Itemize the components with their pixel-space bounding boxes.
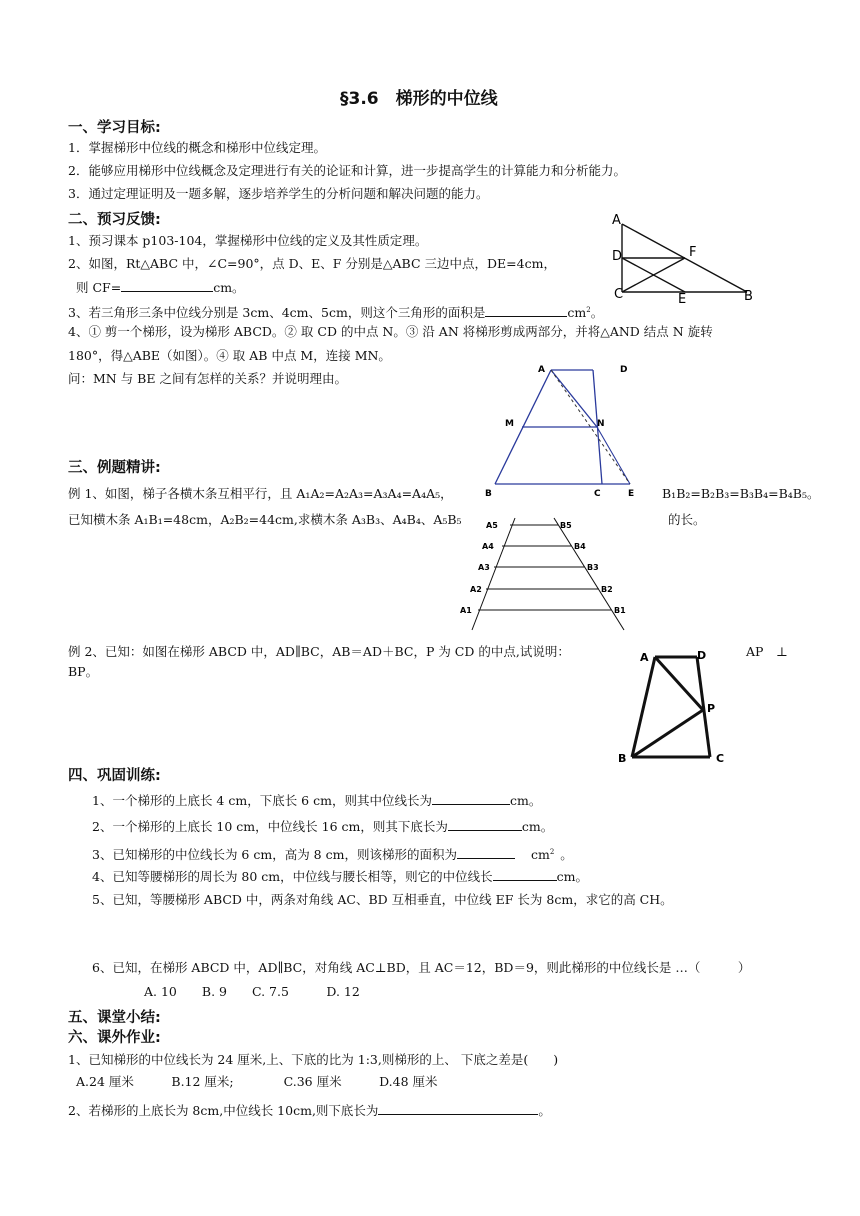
answer-blank: [448, 818, 522, 831]
h2-end: 。: [538, 1103, 551, 1118]
example-1-line-b-right: 的长。: [668, 512, 706, 527]
area-unit-sup: 2: [586, 306, 591, 314]
page-title: §3.6 梯形的中位线: [340, 89, 498, 109]
label-b: B: [618, 752, 627, 765]
label-c: C: [594, 489, 601, 499]
cf-label: 则 CF=: [76, 280, 122, 295]
label-e: E: [678, 292, 687, 307]
practice-q4: [92, 868, 588, 885]
label-a5: A5: [486, 521, 498, 530]
answer-blank: [121, 279, 213, 292]
figure-trapezoid-rotation: [480, 360, 650, 500]
label-e: E: [628, 489, 635, 499]
q4-text: 4、已知等腰梯形的周长为 80 cm，中位线与腰长相等，则它的中位线长: [92, 869, 493, 884]
q3-end: 。: [560, 847, 573, 863]
area-question: 3、若三角形三条中位线分别是 3cm、4cm、5cm，则这个三角形的面积是: [68, 305, 486, 321]
preview-line-2b: [76, 279, 245, 296]
homework-q2: [68, 1102, 551, 1119]
label-d: D: [697, 649, 707, 662]
example-2-line-a: 例 2、已知：如图在梯形 ABCD 中，AD∥BC，AB＝AD＋BC，P 为 CD 的中点,试说明：: [68, 644, 570, 659]
area-end: 。: [590, 305, 604, 321]
practice-q1: [92, 792, 541, 809]
answer-blank: [485, 304, 567, 317]
goal-line-1: 1．掌握梯形中位线的概念和梯形中位线定理。: [68, 140, 326, 155]
section-heading-examples: 三、例题精讲:: [68, 460, 161, 476]
goal-line-3: 3．通过定理证明及一题多解，逐步培养学生的分析问题和解决问题的能力。: [68, 186, 489, 201]
homework-q1-options: A.24 厘米 B.12 厘米; C.36 厘米 D.48 厘米: [76, 1074, 438, 1089]
label-c: C: [716, 752, 725, 765]
section-heading-practice: 四、巩固训练:: [68, 768, 161, 784]
q2-unit: cm。: [521, 819, 554, 834]
preview-line-4a: 4、① 剪一个梯形，设为梯形 ABCD。② 取 CD 的中点 N。③ 沿 AN 将梯形剪成两部分，并将△AND 结点 N 旋转: [68, 324, 713, 339]
label-b4: B4: [574, 542, 586, 551]
practice-q3: [92, 844, 573, 863]
preview-line-4c: 问：MN 与 BE 之间有怎样的关系？并说明理由。: [68, 371, 347, 386]
cf-unit: cm。: [213, 280, 245, 295]
answer-blank: [432, 792, 510, 805]
example-2-line-b: BP。: [68, 664, 99, 679]
q1-text: 1、一个梯形的上底长 4 cm，下底长 6 cm，则其中位线长为: [92, 793, 432, 808]
label-b5: B5: [560, 521, 572, 530]
label-b1: B1: [614, 606, 626, 615]
label-d: D: [620, 365, 628, 375]
label-b: B: [744, 289, 753, 304]
example-2-line-a-right: AP ⊥: [746, 644, 788, 659]
practice-q2: [92, 818, 553, 835]
example-1-line-a-right: B₁B₂=B₂B₃=B₃B₄=B₄B₅。: [662, 486, 820, 501]
q1-unit: cm。: [509, 793, 542, 808]
q3-text: 3、已知梯形的中位线长为 6 cm，高为 8 cm，则该梯形的面积为: [92, 847, 457, 863]
label-m: M: [505, 419, 514, 429]
q3-unit: cm: [530, 847, 550, 863]
section-heading-goals: 一、学习目标:: [68, 120, 161, 136]
practice-q6: 6、已知，在梯形 ABCD 中，AD∥BC，对角线 AC⊥BD，且 AC＝12，BD＝9，则此梯形的中位线长是 …（ ）: [92, 960, 751, 975]
section-heading-summary: 五、课堂小结:: [68, 1010, 161, 1026]
label-f: F: [689, 245, 697, 260]
goal-line-2: 2．能够应用梯形中位线概念及定理进行有关的论证和计算，进一步提高学生的计算能力和分析能力。: [68, 163, 626, 178]
example-1-line-a: 例 1、如图，梯子各横木条互相平行，且 A₁A₂=A₂A₃=A₃A₄=A₄A₅，: [68, 486, 453, 501]
label-a1: A1: [460, 606, 472, 615]
section-heading-preview: 二、预习反馈:: [68, 212, 161, 228]
example-1-line-b: 已知横木条 A₁B₁=48cm，A₂B₂=44cm,求横木条 A₃B₃、A₄B₄、A₅B₅: [68, 512, 462, 527]
q2-text: 2、一个梯形的上底长 10 cm，中位线长 16 cm，则其下底长为: [92, 819, 448, 834]
label-a: A: [640, 651, 649, 664]
answer-blank: [457, 846, 515, 859]
area-unit: cm: [567, 305, 587, 321]
label-a: A: [612, 213, 621, 228]
homework-q1: 1、已知梯形的中位线长为 24 厘米,上、下底的比为 1:3,则梯形的上、 下底之差是( ): [68, 1052, 559, 1067]
practice-q5: 5、已知，等腰梯形 ABCD 中，两条对角线 AC、BD 互相垂直，中位线 EF 长为 8cm，求它的高 CH。: [92, 892, 673, 907]
figure-ladder: [452, 512, 632, 632]
label-p: P: [707, 702, 716, 715]
label-d: D: [612, 249, 623, 264]
h2-text: 2、若梯形的上底长为 8cm,中位线长 10cm,则下底长为: [68, 1103, 379, 1118]
label-b2: B2: [601, 585, 613, 594]
label-a3: A3: [478, 563, 490, 572]
preview-line-1: 1、预习课本 p103-104，掌握梯形中位线的定义及其性质定理。: [68, 233, 428, 248]
label-b: B: [485, 489, 492, 499]
practice-q6-options: A. 10 B. 9 C. 7.5 D. 12: [144, 984, 360, 999]
answer-blank: [378, 1102, 538, 1115]
q3-unit-sup: 2: [549, 848, 555, 856]
label-n: N: [597, 419, 605, 429]
preview-line-4b: 180°，得△ABE（如图）。④ 取 AB 中点 M，连接 MN。: [68, 348, 391, 363]
figure-right-triangle: [605, 210, 785, 310]
label-a2: A2: [470, 585, 482, 594]
figure-trapezoid-ap-bp: [612, 640, 742, 770]
label-a: A: [538, 365, 545, 375]
label-a4: A4: [482, 542, 494, 551]
answer-blank: [493, 868, 557, 881]
section-heading-homework: 六、课外作业:: [68, 1030, 161, 1046]
label-b3: B3: [587, 563, 599, 572]
label-c: C: [614, 287, 624, 302]
preview-line-3: [68, 302, 603, 321]
preview-line-2a: 2、如图，Rt△ABC 中，∠C=90°，点 D、E、F 分别是△ABC 三边中点，DE=4cm，: [68, 256, 556, 271]
q4-unit: cm。: [556, 869, 589, 884]
